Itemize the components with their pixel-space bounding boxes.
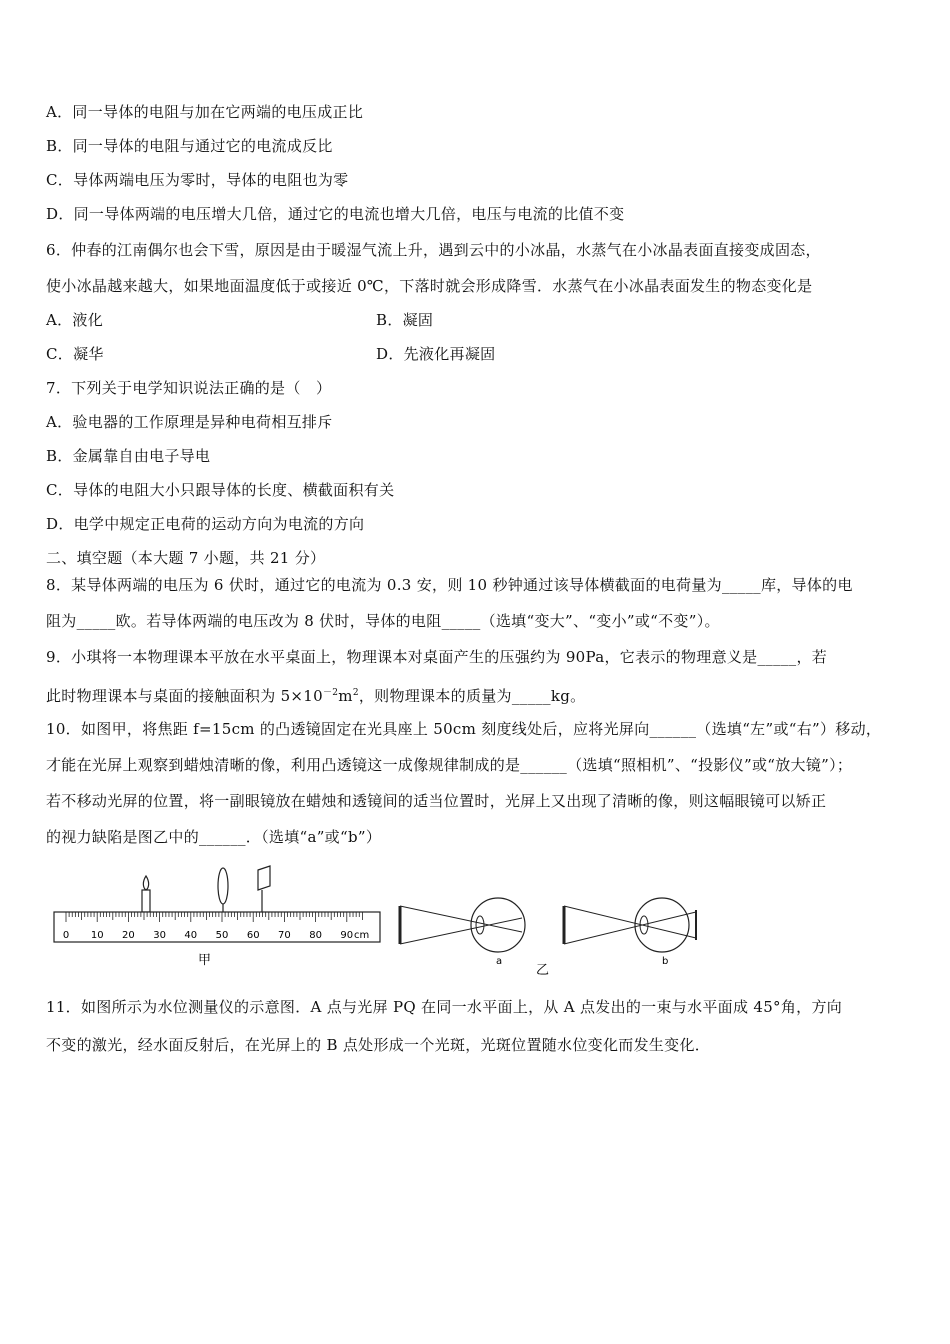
q9-line2-post: ，则物理课本的质量为_____kg。 bbox=[358, 687, 586, 705]
ruler-tick-label: 30 bbox=[153, 930, 166, 941]
q8-line1: 8．某导体两端的电压为 6 伏时，通过它的电流为 0.3 安，则 10 秒钟通过该导体横截面的电荷量为_____库，导体的电 bbox=[46, 576, 853, 594]
ruler-tick-label: 90 bbox=[340, 930, 354, 941]
q9-exponent-2: 2 bbox=[352, 688, 359, 698]
ruler-tick-label: 60 bbox=[246, 930, 260, 941]
q11-line2: 不变的激光，经水面反射后，在光屏上的 B 点处形成一个光斑，光斑位置随水位变化而发生变化． bbox=[46, 1036, 711, 1054]
q5-option-b: B．同一导体的电阻与通过它的电流成反比 bbox=[46, 137, 333, 155]
light-screen-icon bbox=[258, 866, 270, 912]
ruler-tick-label: 0 bbox=[62, 930, 70, 941]
q8-line2: 阻为_____欧。若导体两端的电压改为 8 伏时，导体的电阻_____（选填“变大”、“变小”或“不变”）。 bbox=[46, 612, 720, 630]
q6-stem-line2: 使小冰晶越来越大，如果地面温度低于或接近 0℃，下落时就会形成降雪．水蒸气在小冰晶表面发生的物态变化是 bbox=[46, 277, 813, 295]
eye-diagram-b bbox=[564, 898, 696, 967]
q6-option-a: A．液化 bbox=[46, 311, 104, 329]
eye-label-b: b bbox=[662, 956, 669, 967]
ruler-tick-label: 80 bbox=[309, 930, 322, 941]
eye-label-a: a bbox=[496, 956, 503, 967]
q5-option-d: D．同一导体两端的电压增大几倍，通过它的电流也增大几倍，电压与电流的比值不变 bbox=[46, 205, 625, 223]
q6-option-b: B．凝固 bbox=[376, 311, 434, 329]
ruler-tick-label: 40 bbox=[184, 930, 198, 941]
q10-line2: 才能在光屏上观察到蜡烛清晰的像，利用凸透镜这一成像规律制成的是______（选填“照相机”、“投影仪”或“放大镜”）； bbox=[46, 756, 853, 774]
section-2-heading: 二、填空题（本大题 7 小题，共 21 分） bbox=[46, 549, 326, 567]
q9-line2 bbox=[46, 683, 585, 706]
convex-lens-icon bbox=[218, 868, 228, 912]
q9-exponent-1: －2 bbox=[322, 688, 339, 698]
q11-line1: 11．如图所示为水位测量仪的示意图．A 点与光屏 PQ 在同一水平面上，从 A 点发出的一束与水平面成 45°角，方向 bbox=[46, 998, 843, 1016]
eye-diagram-a bbox=[400, 898, 525, 967]
q5-option-a: A．同一导体的电阻与加在它两端的电压成正比 bbox=[46, 103, 364, 121]
ruler-tick-label: 50 bbox=[215, 930, 229, 941]
ruler-unit: cm bbox=[354, 930, 370, 941]
q10-line1: 10．如图甲，将焦距 f=15cm 的凸透镜固定在光具座上 50cm 刻度线处后，应将光屏向______（选填“左”或“右”）移动， bbox=[46, 720, 882, 738]
q10-line4: 的视力缺陷是图乙中的______．（选填“a”或“b”） bbox=[46, 828, 382, 846]
q9-line2-pre: 此时物理课本与桌面的接触面积为 5×10 bbox=[46, 687, 323, 705]
figure-label-yi: 乙 bbox=[536, 963, 550, 978]
figure-yi-eye-diagrams bbox=[392, 880, 702, 980]
q7-stem: 7．下列关于电学知识说法正确的是（ ） bbox=[46, 379, 332, 397]
q10-line3: 若不移动光屏的位置，将一副眼镜放在蜡烛和透镜间的适当位置时，光屏上又出现了清晰的像，则这幅眼镜可以矫正 bbox=[46, 792, 827, 810]
q6-option-c: C．凝华 bbox=[46, 345, 104, 363]
ruler-tick-label: 10 bbox=[90, 930, 104, 941]
q6-option-row-2 bbox=[46, 344, 496, 364]
ruler-tick-label: 20 bbox=[122, 930, 135, 941]
q6-option-row-1 bbox=[46, 310, 434, 330]
q7-option-a: A．验电器的工作原理是异种电荷相互排斥 bbox=[46, 413, 333, 431]
q7-option-d: D．电学中规定正电荷的运动方向为电流的方向 bbox=[46, 515, 365, 533]
ruler-tick-label: 70 bbox=[278, 930, 291, 941]
candle-icon bbox=[142, 876, 150, 912]
q6-option-d: D．先液化再凝固 bbox=[376, 345, 496, 363]
figure-label-jia: 甲 bbox=[198, 953, 212, 968]
q9-line1: 9．小琪将一本物理课本平放在水平桌面上，物理课本对桌面产生的压强约为 90Pa，它表示的物理意义是_____，若 bbox=[46, 648, 828, 666]
q6-stem-line1: 6．仲春的江南偶尔也会下雪，原因是由于暖湿气流上升，遇到云中的小冰晶，水蒸气在小冰晶表面直接变成固态， bbox=[46, 241, 821, 259]
q7-option-c: C．导体的电阻大小只跟导体的长度、横截面积有关 bbox=[46, 481, 395, 499]
q9-line2-unit: m bbox=[338, 687, 353, 705]
figure-jia-optical-bench bbox=[50, 862, 390, 972]
q7-option-b: B．金属靠自由电子导电 bbox=[46, 447, 211, 465]
q5-option-c: C．导体两端电压为零时，导体的电阻也为零 bbox=[46, 171, 349, 189]
